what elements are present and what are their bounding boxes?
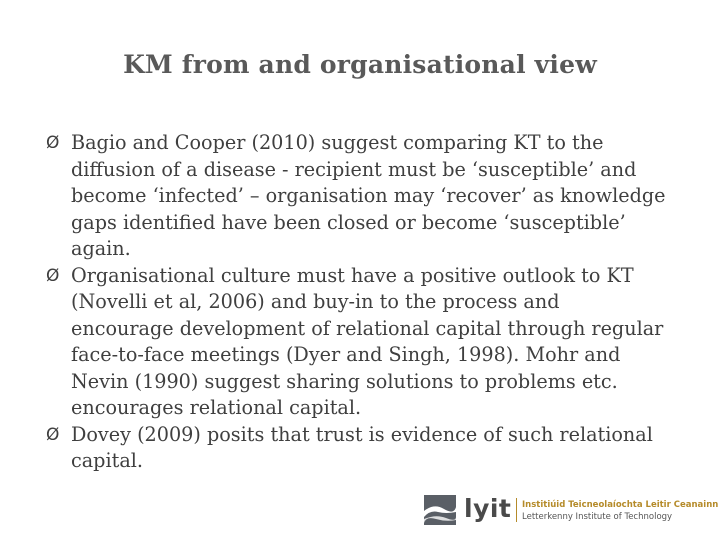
logo-english-name: Letterkenny Institute of Technology <box>522 512 673 522</box>
bullet-text: Bagio and Cooper (2010) suggest comparing KT to the diffusion of a disease - recipient must be ‘susceptible’ and become ‘infected’ – organisation may ‘recover’ as knowledge gaps identified have been closed or become ‘susceptible’ again. <box>71 131 666 260</box>
logo-divider <box>516 498 517 522</box>
bullet-text: Dovey (2009) posits that trust is evidence of such relational capital. <box>71 422 653 472</box>
bullet-list <box>46 130 666 475</box>
arrow-bullet-icon: Ø <box>46 424 60 445</box>
bullet-item <box>46 263 666 422</box>
bullet-item <box>46 422 666 475</box>
arrow-bullet-icon: Ø <box>46 265 60 286</box>
bullet-item <box>46 130 666 263</box>
lyit-wordmark: lyit <box>464 494 512 523</box>
lyit-mark-icon <box>424 495 456 525</box>
lyit-logo <box>424 494 719 526</box>
bullet-text: Organisational culture must have a positive outlook to KT (Novelli et al, 2006) and buy-in to the process and encourage development of relational capital through regular face-to-face meetings (Dyer and Singh, 1998). Mohr and Nevin (1990) suggest sharing solutions to problems etc. encourages relational capital. <box>71 263 664 419</box>
slide-title: KM from and organisational view <box>123 50 597 79</box>
arrow-bullet-icon: Ø <box>46 133 60 153</box>
logo-irish-name: Institiúid Teicneolaíochta Leitir Ceanainn <box>522 500 719 510</box>
